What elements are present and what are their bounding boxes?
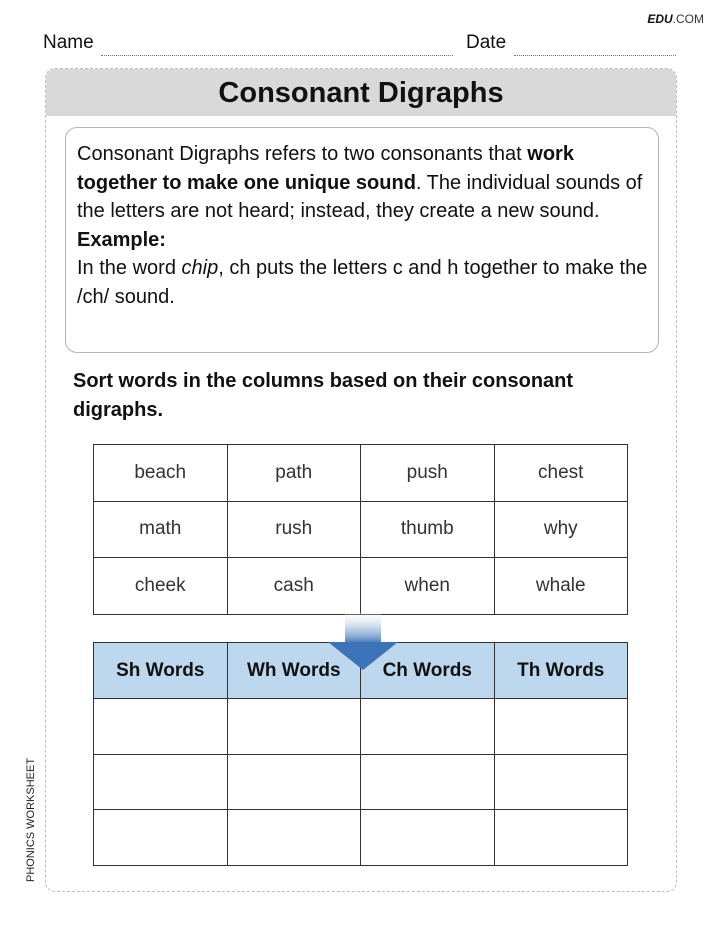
example-text-2: , ch puts the letters c and h together to make the /ch/ sound. bbox=[77, 257, 648, 308]
answer-row bbox=[94, 810, 628, 866]
word-cell: beach bbox=[94, 445, 228, 502]
definition-text-2: . The individual sounds of the letters are not heard; instead, they create a new sound. bbox=[77, 171, 643, 222]
date-field bbox=[466, 32, 676, 56]
word-cell: whale bbox=[494, 558, 628, 615]
answer-cell[interactable] bbox=[227, 699, 361, 755]
answer-cell[interactable] bbox=[227, 754, 361, 810]
answer-cell[interactable] bbox=[494, 699, 628, 755]
word-cell: push bbox=[361, 445, 495, 502]
definition-bold: work together to make one unique sound bbox=[77, 143, 574, 194]
word-bank-row bbox=[94, 501, 628, 558]
column-header-wh: Wh Words bbox=[227, 643, 361, 699]
word-cell: thumb bbox=[361, 501, 495, 558]
answer-row bbox=[94, 754, 628, 810]
word-cell: when bbox=[361, 558, 495, 615]
instruction: Sort words in the columns based on their consonant digraphs. bbox=[73, 370, 574, 421]
answer-row bbox=[94, 699, 628, 755]
word-cell: cash bbox=[227, 558, 361, 615]
word-bank-row bbox=[94, 445, 628, 502]
answer-cell[interactable] bbox=[361, 810, 495, 866]
name-line bbox=[101, 55, 453, 56]
answer-cell[interactable] bbox=[94, 699, 228, 755]
brand-logo: EDU.COM bbox=[647, 12, 704, 26]
answer-cell[interactable] bbox=[227, 810, 361, 866]
word-cell: cheek bbox=[94, 558, 228, 615]
answer-cell[interactable] bbox=[94, 754, 228, 810]
answer-cell[interactable] bbox=[494, 754, 628, 810]
definition-box bbox=[65, 127, 659, 353]
definition-text-1: Consonant Digraphs refers to two consonants that bbox=[77, 143, 528, 165]
name-label: Name bbox=[43, 32, 94, 53]
example-text-1: In the word bbox=[77, 257, 182, 279]
side-label: PHONICS WORKSHEET bbox=[25, 757, 37, 882]
down-arrow-icon bbox=[328, 612, 398, 672]
word-cell: path bbox=[227, 445, 361, 502]
word-bank-row bbox=[94, 558, 628, 615]
column-header-ch: Ch Words bbox=[361, 643, 495, 699]
worksheet-title: Consonant Digraphs bbox=[46, 69, 676, 116]
word-cell: rush bbox=[227, 501, 361, 558]
column-header-th: Th Words bbox=[494, 643, 628, 699]
name-field bbox=[43, 32, 453, 56]
date-label: Date bbox=[466, 32, 507, 53]
answer-cell[interactable] bbox=[94, 810, 228, 866]
worksheet-card bbox=[45, 68, 677, 892]
answer-cell[interactable] bbox=[494, 810, 628, 866]
date-line bbox=[514, 55, 676, 56]
answer-cell[interactable] bbox=[361, 699, 495, 755]
example-label: Example: bbox=[77, 228, 166, 251]
word-cell: chest bbox=[494, 445, 628, 502]
column-header-sh: Sh Words bbox=[94, 643, 228, 699]
answer-cell[interactable] bbox=[361, 754, 495, 810]
word-cell: why bbox=[494, 501, 628, 558]
example-word: chip bbox=[181, 257, 219, 279]
word-cell: math bbox=[94, 501, 228, 558]
word-bank-table bbox=[93, 444, 628, 615]
sorting-table bbox=[93, 642, 628, 866]
